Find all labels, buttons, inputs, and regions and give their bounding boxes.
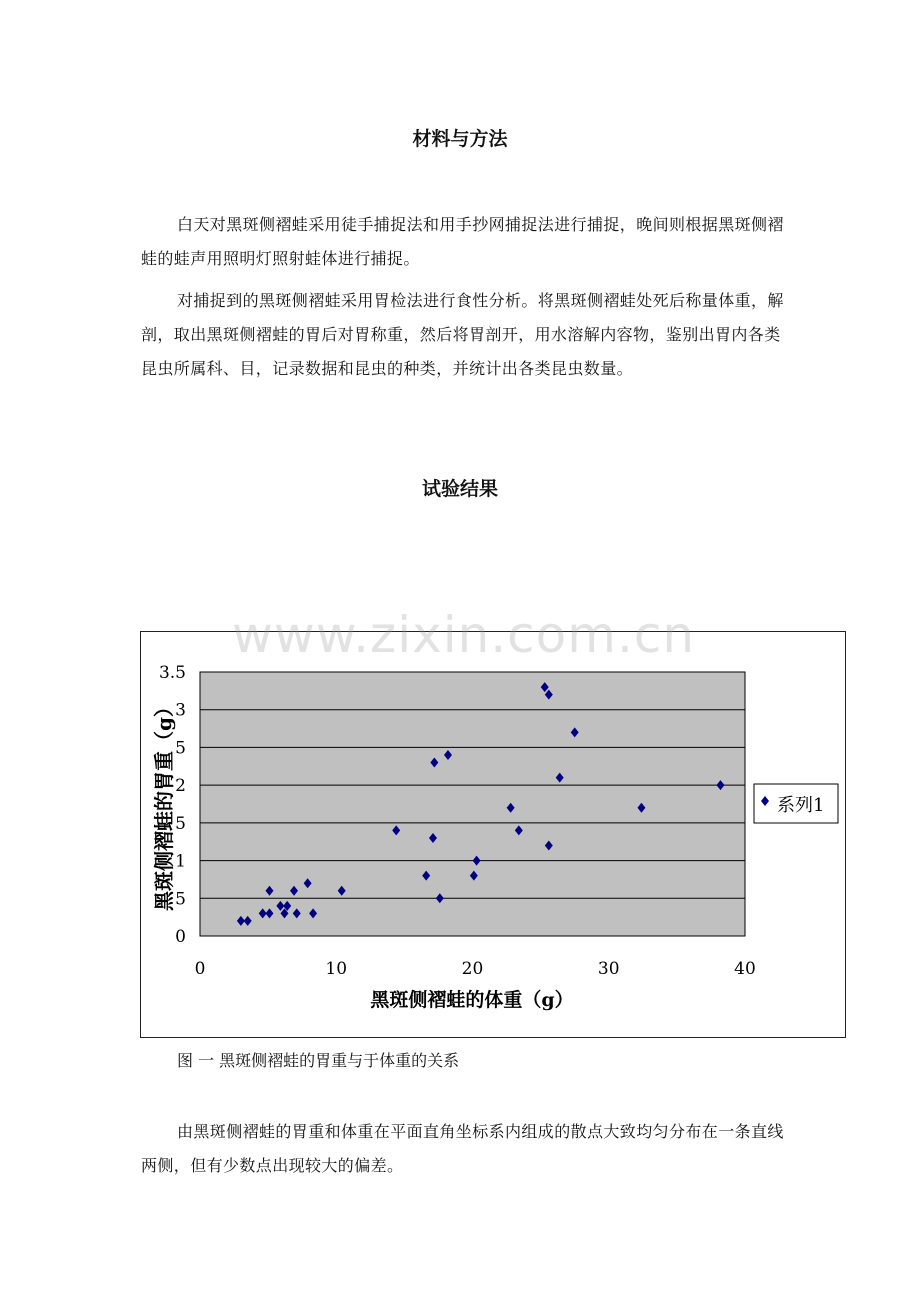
x-tick-label: 30 — [597, 959, 620, 979]
watermark: www.zixin.com.cn — [232, 606, 696, 664]
plot-area — [200, 672, 745, 936]
paragraph-stomach-analysis: 对捕捉到的黑斑侧褶蛙采用胃检法进行食性分析。将黑斑侧褶蛙处死后称量体重，解剖，取出黑斑侧褶蛙的胃后对胃称重，然后将胃剖开，用水溶解内容物，鉴别出胃内各类昆虫所属科、目，记录数据和昆虫的种类，并统计出各类昆虫数量。 — [141, 291, 784, 378]
y-axis-label: 黑斑侧褶蛙的胃重（g） — [152, 697, 176, 911]
x-tick-label: 20 — [461, 959, 484, 979]
chart-frame — [140, 631, 846, 1038]
y-tick-label: 5 — [175, 738, 186, 759]
y-tick-label: 0 — [175, 927, 186, 947]
paragraph-capture-method: 白天对黑斑侧褶蛙采用徒手捕捉法和用手抄网捕捉法进行捕捉，晚间则根据黑斑侧褶蛙的蛙声用照明灯照射蛙体进行捕捉。 — [141, 215, 784, 268]
y-tick-label: 5 — [175, 889, 186, 910]
x-tick-label: 10 — [325, 959, 348, 979]
x-axis-label: 黑斑侧褶蛙的体重（g） — [370, 989, 574, 1011]
y-tick-label: 5 — [175, 813, 186, 834]
heading-methods: 材料与方法 — [412, 128, 508, 150]
legend-label: 系列1 — [777, 795, 825, 816]
legend — [754, 784, 838, 823]
y-tick-label: 3.5 — [158, 663, 186, 683]
x-tick-label: 40 — [734, 959, 756, 979]
heading-results: 试验结果 — [421, 478, 498, 500]
scatter-chart — [141, 632, 845, 1037]
paragraph-conclusion: 由黑斑侧褶蛙的胃重和体重在平面直角坐标系内组成的散点大致均匀分布在一条直线两侧，但有少数点出现较大的偏差。 — [141, 1122, 784, 1175]
y-tick-label: 1 — [175, 851, 186, 872]
figure-caption: 图 一 黑斑侧褶蛙的胃重与于体重的关系 — [177, 1051, 460, 1070]
y-tick-label: 3 — [175, 700, 186, 721]
x-tick-label: 0 — [194, 959, 206, 979]
y-tick-label: 2 — [175, 776, 186, 797]
